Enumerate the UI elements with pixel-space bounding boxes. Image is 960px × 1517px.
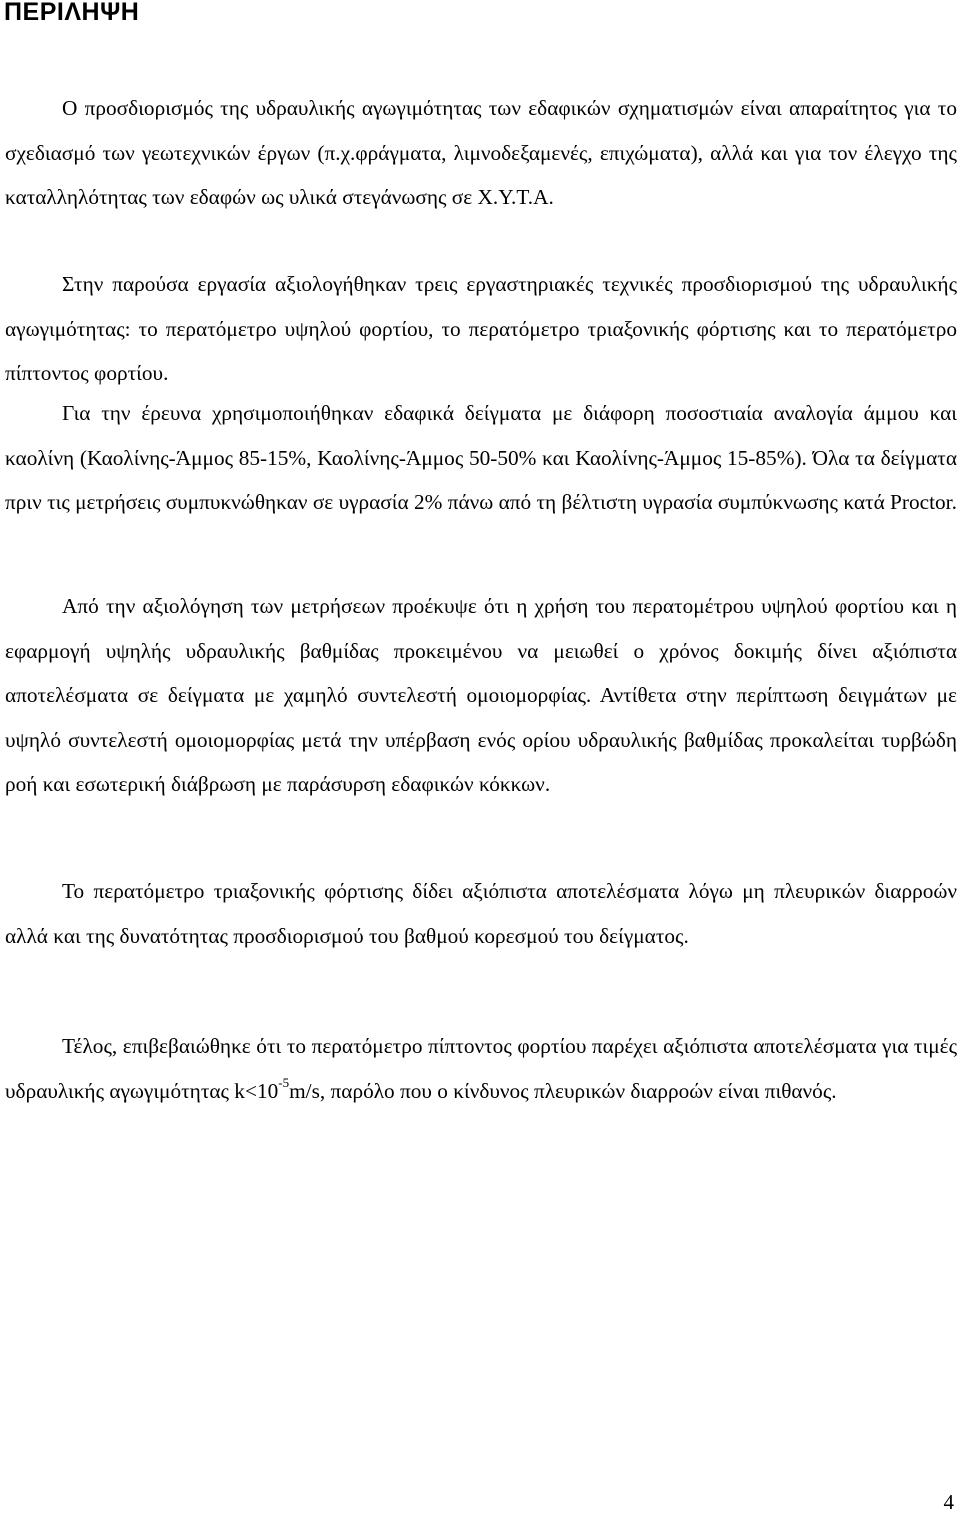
paragraph-text: Το περατόμετρο τριαξονικής φόρτισης δίδει αξιόπιστα αποτελέσματα λόγω μη πλευρικών διαρροών αλλά και της δυνατότητας προσδιορισμού του βαθμού κορεσμού του δείγματος. — [5, 879, 957, 948]
paragraph-text: Για την έρευνα χρησιμοποιήθηκαν εδαφικά δείγματα με διάφορη ποσοστιαία αναλογία άμμου και καολίνη (Καολίνης-Άμμος 85-15%, Καολίνης-Άμμος 50-50% και Καολίνης-Άμμος 15-85%). Όλα τα δείγματα πριν τις μετρήσεις συμπυκνώθηκαν σε υγρασία 2% πάνω από τη βέλτιστη υγρασία συμπύκνωσης κατά Proctor. — [5, 401, 957, 514]
paragraph-methods — [5, 262, 957, 396]
conclusion-text-after: m/s, παρόλο που ο κίνδυνος πλευρικών διαρροών είναι πιθανός. — [289, 1078, 837, 1103]
page-number: 4 — [943, 1490, 954, 1514]
paragraph-triaxial — [5, 869, 957, 958]
page-title: ΠΕΡΙΛΗΨΗ — [4, 0, 140, 26]
paragraph-text: Από την αξιολόγηση των μετρήσεων προέκυψε ότι η χρήση του περατομέτρου υψηλού φορτίου και η εφαρμογή υψηλής υδραυλικής βαθμίδας προκειμένου να μειωθεί ο χρόνος δοκιμής δίνει αξιόπιστα αποτελέσματα σε δείγματα με χαμηλό συντελεστή ομοιομορφίας. Αντίθετα στην περίπτωση δειγμάτων με υψηλό συντελεστή ομοιομορφίας μετά την υπέρβαση ενός ορίου υδραυλικής βαθμίδας προκαλείται τυρβώδη ροή και εσωτερική διάβρωση με παράσυρση εδαφικών κόκκων. — [5, 594, 957, 796]
paragraph-text: Ο προσδιορισμός της υδραυλικής αγωγιμότητας των εδαφικών σχηματισμών είναι απαραίτητος για το σχεδιασμό των γεωτεχνικών έργων (π.χ.φράγματα, λιμνοδεξαμενές, επιχώματα), αλλά και για τον έλεγχο της καταλληλότητας των εδαφών ως υλικά στεγάνωσης σε Χ.Υ.Τ.Α. — [5, 96, 957, 209]
exponent: -5 — [278, 1075, 290, 1091]
conclusion-text-before: Τέλος, επιβεβαιώθηκε ότι το περατόμετρο πίπτοντος φορτίου παρέχει αξιόπιστα αποτελέσματα για τιμές υδραυλικής αγωγιμότητας k<10 — [5, 1034, 957, 1103]
paragraph-results — [5, 584, 957, 807]
paragraph-samples — [5, 391, 957, 525]
paragraph-conclusion — [5, 1024, 957, 1113]
paragraph-introduction — [5, 86, 957, 220]
paragraph-text: Στην παρούσα εργασία αξιολογήθηκαν τρεις εργαστηριακές τεχνικές προσδιορισμού της υδραυλικής αγωγιμότητας: το περατόμετρο υψηλού φορτίου, το περατόμετρο τριαξονικής φόρτισης και το περατόμετρο πίπτοντος φορτίου. — [5, 272, 957, 385]
paragraph-text — [5, 1024, 957, 1113]
